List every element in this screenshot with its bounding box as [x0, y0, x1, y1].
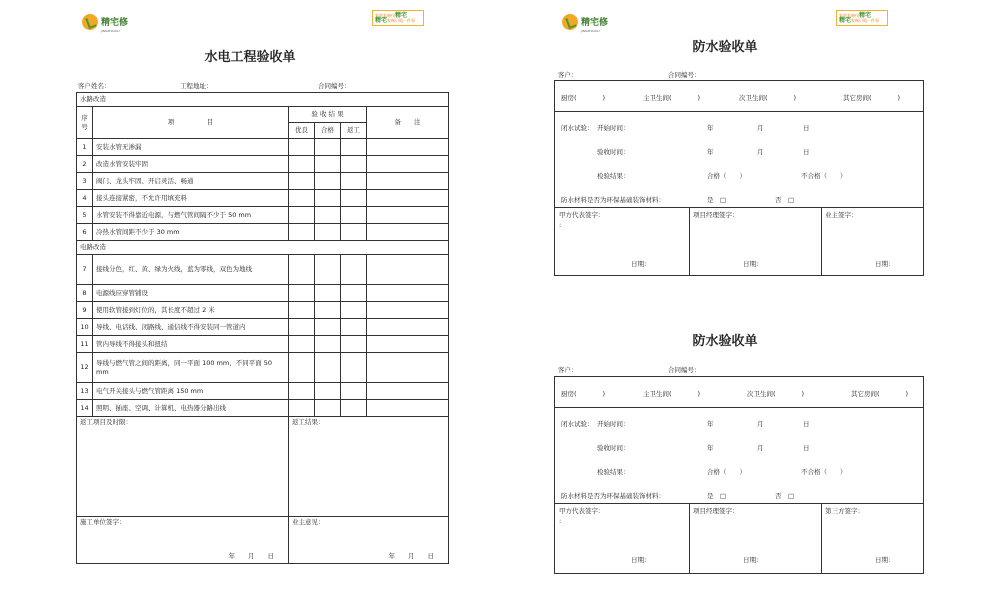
fail-option[interactable]: 不合格（ ） — [801, 468, 847, 476]
rework-cell[interactable] — [341, 285, 367, 302]
table-row: 1 安装水管无渗漏 — [77, 139, 449, 156]
table-row: 7 接线分色，红、黄、绿为火线，蓝为零线，双色为地线 — [77, 255, 449, 285]
inspection-table — [76, 92, 449, 564]
rework-cell[interactable] — [341, 302, 367, 319]
rework-cell[interactable] — [341, 173, 367, 190]
brand-logo — [562, 10, 608, 33]
room-other[interactable]: 其它房间( ) — [851, 390, 909, 398]
third-party-sign-label[interactable]: 第三方签字： — [825, 507, 864, 515]
slogan-line-2: 精宅家修只做一件事 — [839, 17, 880, 24]
brand-logo-icon — [562, 14, 578, 30]
table-row: 9 使用软管接到灯位的，其长度不超过 2 米 — [77, 302, 449, 319]
waterproof-form-2 — [540, 310, 940, 600]
pass-cell[interactable] — [315, 302, 341, 319]
brand-name: 精宅修 — [101, 18, 129, 28]
contract-label: 合同编号： — [668, 71, 701, 79]
remark-cell[interactable] — [367, 224, 449, 241]
good-cell[interactable] — [289, 383, 315, 400]
good-cell[interactable] — [289, 319, 315, 336]
party-a-colon: : — [559, 221, 562, 229]
water-test-label: 闭水试验： — [561, 124, 594, 132]
owner-opinion-date: 年 月 日 — [388, 552, 434, 561]
rework-cell[interactable] — [341, 319, 367, 336]
party-a-colon: : — [559, 517, 562, 525]
project-address-label: 工程地址： — [180, 82, 213, 90]
room-kitchen[interactable]: 厨房( ) — [561, 94, 606, 102]
rework-items-label: 返工项目及时限： — [80, 418, 132, 426]
rework-cell[interactable] — [341, 383, 367, 400]
remark-cell[interactable] — [367, 319, 449, 336]
builder-sign-label: 施工单位签字： — [80, 518, 126, 526]
header-rework: 返工 — [341, 123, 367, 139]
customer-name-label: 客户姓名： — [78, 82, 111, 90]
brand-sub: JINGZHAIXIU — [581, 29, 600, 33]
manager-sign-label[interactable]: 项目经理签字： — [693, 507, 739, 515]
water-test-label: 闭水试验： — [561, 420, 594, 428]
rework-result-label: 返工结果： — [292, 418, 325, 426]
owner-opinion-box[interactable] — [289, 517, 449, 564]
check-month[interactable]: 月 — [757, 444, 764, 452]
pass-option[interactable]: 合格（ ） — [707, 172, 746, 180]
start-time-label: 开始时间： — [597, 420, 630, 428]
owner-date[interactable]: 日期： — [875, 260, 895, 268]
rework-cell[interactable] — [341, 353, 367, 383]
rework-cell[interactable] — [341, 255, 367, 285]
brand-name: 精宅修 — [581, 18, 609, 28]
owner-sign-label[interactable]: 业主签字： — [825, 211, 858, 219]
remark-cell[interactable] — [367, 336, 449, 353]
fail-option[interactable]: 不合格（ ） — [801, 172, 847, 180]
remark-cell[interactable] — [367, 173, 449, 190]
room-master-bath[interactable]: 主卫生间( ) — [643, 94, 701, 102]
check-day[interactable]: 日 — [803, 148, 810, 156]
pass-cell[interactable] — [315, 255, 341, 285]
rework-items-box[interactable] — [77, 417, 289, 517]
check-time-label: 验收时间： — [597, 148, 630, 156]
remark-cell[interactable] — [367, 139, 449, 156]
check-year[interactable]: 年 — [707, 444, 714, 452]
waterproof-table — [554, 80, 924, 276]
form-title: 防水验收单 — [692, 40, 758, 55]
check-time-label: 验收时间： — [597, 444, 630, 452]
divider — [555, 503, 923, 504]
pass-cell[interactable] — [315, 285, 341, 302]
rework-cell[interactable] — [341, 400, 367, 417]
contract-label: 合同编号： — [668, 366, 701, 374]
table-row: 13 电气开关接头与燃气管距离 150 mm — [77, 383, 449, 400]
rework-cell[interactable] — [341, 190, 367, 207]
waterproof-form-1 — [540, 0, 940, 290]
divider — [821, 207, 822, 275]
rework-cell[interactable] — [341, 336, 367, 353]
result-label: 检验结果： — [597, 172, 630, 180]
customer-label: 客户： — [558, 366, 578, 374]
remark-cell[interactable] — [367, 353, 449, 383]
start-month[interactable]: 月 — [757, 124, 764, 132]
pass-cell[interactable] — [315, 190, 341, 207]
pass-cell[interactable] — [315, 139, 341, 156]
material-no-checkbox[interactable]: 否 □ — [775, 492, 795, 500]
remark-cell[interactable] — [367, 285, 449, 302]
remark-cell[interactable] — [367, 190, 449, 207]
pass-cell[interactable] — [315, 207, 341, 224]
pass-cell[interactable] — [315, 383, 341, 400]
table-row: 6 冷热水管间距不少于 30 mm — [77, 224, 449, 241]
header-good: 优良 — [289, 123, 315, 139]
slogan-line-1: 家装家修找精宅 — [839, 12, 872, 19]
start-year[interactable]: 年 — [707, 420, 714, 428]
divider — [821, 503, 822, 573]
pass-cell[interactable] — [315, 224, 341, 241]
pass-cell[interactable] — [315, 353, 341, 383]
material-yes-checkbox[interactable]: 是 □ — [707, 492, 727, 500]
good-cell[interactable] — [289, 139, 315, 156]
table-row: 11 管内导线不得接头和扭结 — [77, 336, 449, 353]
good-cell[interactable] — [289, 353, 315, 383]
material-no-checkbox[interactable]: 否 □ — [775, 196, 795, 204]
section-plumbing: 水路改造 — [77, 93, 449, 107]
manager-date[interactable]: 日期： — [743, 556, 763, 564]
result-label: 检验结果： — [597, 468, 630, 476]
slogan-line-2: 精宅家修只做一件事 — [375, 17, 416, 24]
good-cell[interactable] — [289, 400, 315, 417]
check-day[interactable]: 日 — [803, 444, 810, 452]
brand-slogan — [836, 10, 888, 26]
party-a-sign-label[interactable]: 甲方代表签字： — [559, 507, 605, 515]
rework-cell[interactable] — [341, 207, 367, 224]
remark-cell[interactable] — [367, 383, 449, 400]
manager-sign-label[interactable]: 项目经理签字： — [693, 211, 739, 219]
waterproof-table — [554, 376, 924, 574]
good-cell[interactable] — [289, 173, 315, 190]
room-master-bath[interactable]: 主卫生间( ) — [643, 390, 701, 398]
remark-cell[interactable] — [367, 302, 449, 319]
remark-cell[interactable] — [367, 156, 449, 173]
electrical-rows — [77, 255, 449, 417]
remark-cell[interactable] — [367, 255, 449, 285]
material-yes-checkbox[interactable]: 是 □ — [707, 196, 727, 204]
builder-sign-date: 年 月 日 — [228, 552, 274, 561]
table-row: 12 导线与燃气管之间的距离，同一平面 100 mm，不同平面 50 mm — [77, 353, 449, 383]
contract-number-label: 合同编号： — [318, 82, 351, 90]
customer-label: 客户： — [558, 71, 578, 79]
table-row: 4 接头连接紧密，不允许用填充料 — [77, 190, 449, 207]
room-second-bath[interactable]: 次卫生间( ) — [747, 390, 805, 398]
section-electrical: 电路改造 — [77, 241, 449, 255]
room-other[interactable]: 其它房间( ) — [843, 94, 901, 102]
room-kitchen[interactable]: 厨房( ) — [561, 390, 606, 398]
room-second-bath[interactable]: 次卫生间( ) — [739, 94, 797, 102]
table-row: 3 阀门、龙头牢固、开启灵活、畅通 — [77, 173, 449, 190]
good-cell[interactable] — [289, 285, 315, 302]
header-remark: 备 注 — [367, 107, 449, 139]
start-day[interactable]: 日 — [803, 124, 810, 132]
good-cell[interactable] — [289, 224, 315, 241]
plumbing-rows — [77, 139, 449, 241]
remark-cell[interactable] — [367, 400, 449, 417]
start-time-label: 开始时间： — [597, 124, 630, 132]
good-cell[interactable] — [289, 336, 315, 353]
divider — [555, 111, 923, 112]
slogan-line-1: 家装家修找精宅 — [375, 12, 408, 19]
check-month[interactable]: 月 — [757, 148, 764, 156]
pass-option[interactable]: 合格（ ） — [707, 468, 746, 476]
party-a-date[interactable]: 日期： — [631, 556, 651, 564]
table-row: 2 改造水管安装牢固 — [77, 156, 449, 173]
page-title: 水电工程验收单 — [204, 50, 296, 65]
party-a-sign-label[interactable]: 甲方代表签字： — [559, 211, 605, 219]
material-label: 防水材料是否为环保基础装饰材料： — [561, 196, 665, 204]
header-item: 项 目 — [93, 107, 289, 139]
good-cell[interactable] — [289, 156, 315, 173]
header-result: 验 收 结 果 — [289, 107, 367, 123]
rework-cell[interactable] — [341, 139, 367, 156]
good-cell[interactable] — [289, 207, 315, 224]
table-row: 8 电源线应穿管铺设 — [77, 285, 449, 302]
brand-logo-icon — [82, 14, 98, 30]
remark-cell[interactable] — [367, 207, 449, 224]
rework-cell[interactable] — [341, 156, 367, 173]
third-party-date[interactable]: 日期： — [875, 556, 895, 564]
check-year[interactable]: 年 — [707, 148, 714, 156]
brand-logo — [82, 10, 128, 33]
form-title: 防水验收单 — [692, 334, 758, 349]
divider — [555, 207, 923, 208]
divider — [689, 207, 690, 275]
material-label: 防水材料是否为环保基础装饰材料： — [561, 492, 665, 500]
divider — [689, 503, 690, 573]
pass-cell[interactable] — [315, 156, 341, 173]
start-day[interactable]: 日 — [803, 420, 810, 428]
table-row: 14 照明、插座、空调、计算机、电热器分路出线 — [77, 400, 449, 417]
brand-sub: JINGZHAIXIU — [101, 29, 120, 33]
pass-cell[interactable] — [315, 173, 341, 190]
good-cell[interactable] — [289, 190, 315, 207]
pass-cell[interactable] — [315, 400, 341, 417]
rework-result-box[interactable] — [289, 417, 449, 517]
good-cell[interactable] — [289, 255, 315, 285]
table-row: 5 水管安装不得靠近电源，与燃气管间隔不少于 50 mm — [77, 207, 449, 224]
brand-slogan — [372, 10, 424, 26]
header-no: 序号 — [77, 107, 93, 139]
header-pass: 合格 — [315, 123, 341, 139]
start-month[interactable]: 月 — [757, 420, 764, 428]
manager-date[interactable]: 日期： — [743, 260, 763, 268]
table-row: 10 导线、电话线、闭路线、通信线不得安装同一管道内 — [77, 319, 449, 336]
pass-cell[interactable] — [315, 319, 341, 336]
owner-opinion-label: 业主意见： — [292, 518, 325, 526]
rework-cell[interactable] — [341, 224, 367, 241]
party-a-date[interactable]: 日期： — [631, 260, 651, 268]
builder-sign-box[interactable] — [77, 517, 289, 564]
pass-cell[interactable] — [315, 336, 341, 353]
good-cell[interactable] — [289, 302, 315, 319]
divider — [555, 407, 923, 408]
start-year[interactable]: 年 — [707, 124, 714, 132]
electrical-plumbing-inspection-form — [60, 0, 460, 600]
